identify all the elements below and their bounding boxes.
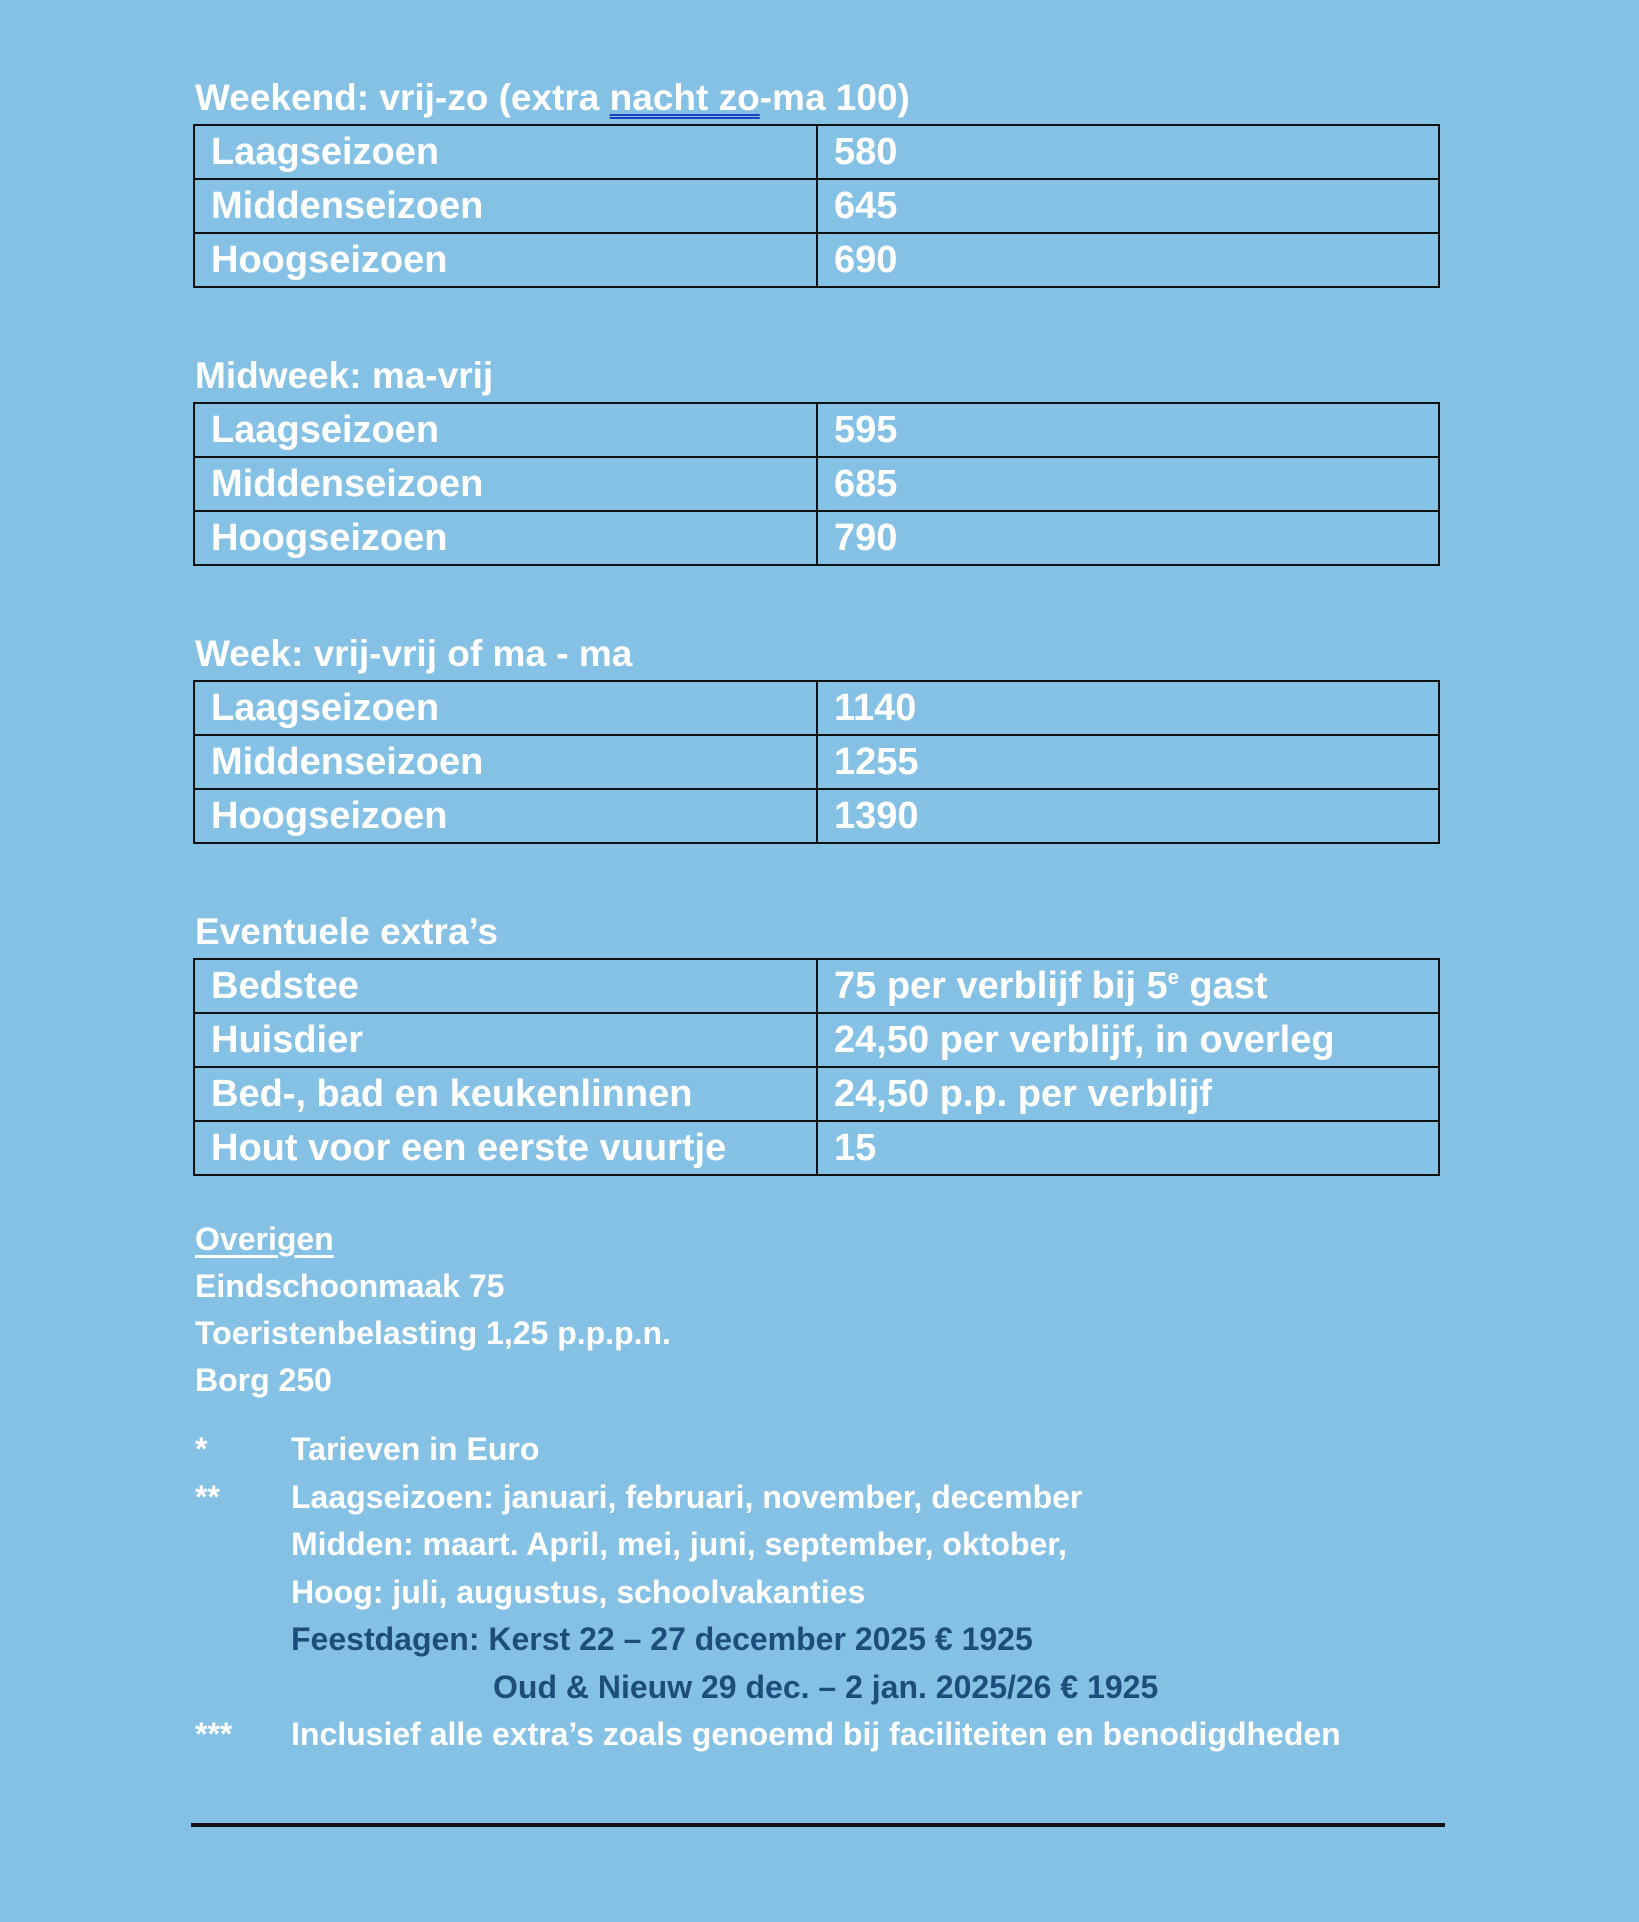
extras-title: Eventuele extra’s	[195, 911, 499, 952]
weekend-title-suffix: -ma 100)	[759, 77, 910, 118]
table-row	[194, 125, 1439, 179]
season-label: Middenseizoen	[194, 457, 817, 511]
season-price: 1140	[817, 681, 1439, 735]
extra-label: Bedstee	[194, 959, 817, 1013]
extra-price-suffix: gast	[1178, 965, 1268, 1007]
season-label: Middenseizoen	[194, 735, 817, 789]
ordinal-superscript: e	[1167, 967, 1179, 989]
season-price: 1255	[817, 735, 1439, 789]
footnote-holiday	[195, 1664, 1440, 1712]
season-label: Laagseizoen	[194, 681, 817, 735]
weekend-title-prefix: Weekend: vrij-zo (extra	[195, 77, 610, 118]
season-price: 580	[817, 125, 1439, 179]
footnote-text: Hoog: juli, augustus, schoolvakanties	[291, 1573, 866, 1610]
price-list-document	[195, 72, 1440, 1759]
other-cost-line: Eindschoonmaak 75	[195, 1268, 505, 1304]
table-row	[194, 735, 1439, 789]
table-row	[194, 403, 1439, 457]
other-costs-heading: Overigen	[195, 1221, 334, 1257]
week-table	[193, 680, 1440, 844]
season-label: Laagseizoen	[194, 403, 817, 457]
season-price: 645	[817, 179, 1439, 233]
footnote-mark: *	[195, 1431, 208, 1467]
extra-label: Hout voor een eerste vuurtje	[194, 1121, 817, 1175]
footnote	[195, 1569, 1440, 1617]
extra-label: Huisdier	[194, 1013, 817, 1067]
footnote-text: Oud & Nieuw 29 dec. – 2 jan. 2025/26 € 1925	[493, 1668, 1159, 1705]
footnote-mark: **	[195, 1478, 220, 1515]
weekend-table	[193, 124, 1440, 288]
season-price: 595	[817, 403, 1439, 457]
footnotes	[195, 1426, 1440, 1759]
bottom-divider	[191, 1823, 1445, 1827]
table-row	[194, 179, 1439, 233]
footnote-holiday	[195, 1616, 1440, 1664]
season-price: 790	[817, 511, 1439, 565]
weekend-title-underlined: nacht zo	[609, 77, 760, 118]
table-row	[194, 1067, 1439, 1121]
week-title: Week: vrij-vrij of ma - ma	[195, 633, 633, 674]
table-row	[194, 681, 1439, 735]
extras-table	[193, 958, 1440, 1176]
footnote-text: Laagseizoen: januari, februari, november, december	[291, 1478, 1083, 1515]
other-cost-line: Toeristenbelasting 1,25 p.p.p.n.	[195, 1315, 671, 1351]
table-row	[194, 457, 1439, 511]
season-label: Laagseizoen	[194, 125, 817, 179]
extra-price: 24,50 p.p. per verblijf	[817, 1067, 1439, 1121]
footnote-text: Midden: maart. April, mei, juni, september, oktober,	[291, 1526, 1067, 1562]
footnote-text: Tarieven in Euro	[291, 1431, 540, 1467]
season-price: 685	[817, 457, 1439, 511]
footnote-mark	[195, 1521, 291, 1569]
extra-price-prefix: 75 per verblijf bij 5	[834, 965, 1168, 1007]
season-label: Hoogseizoen	[194, 233, 817, 287]
season-label: Hoogseizoen	[194, 511, 817, 565]
footnote	[195, 1426, 1440, 1474]
footnote-mark: ***	[195, 1716, 233, 1752]
table-row	[194, 511, 1439, 565]
footnote-mark	[195, 1616, 291, 1664]
season-price: 1390	[817, 789, 1439, 843]
other-costs	[195, 1216, 1440, 1404]
table-row	[194, 233, 1439, 287]
extra-price: 24,50 per verblijf, in overleg	[817, 1013, 1439, 1067]
footnote-text: Inclusief alle extra’s zoals genoemd bij faciliteiten en benodigdheden	[291, 1716, 1341, 1752]
footnote	[195, 1711, 1440, 1759]
table-row	[194, 959, 1439, 1013]
season-label: Middenseizoen	[194, 179, 817, 233]
footnote-mark	[195, 1664, 291, 1712]
other-cost-line: Borg 250	[195, 1362, 332, 1398]
footnote-text: Feestdagen: Kerst 22 – 27 december 2025 € 1925	[291, 1621, 1033, 1657]
extra-label: Bed-, bad en keukenlinnen	[194, 1067, 817, 1121]
footnote	[195, 1474, 1440, 1522]
season-price: 690	[817, 233, 1439, 287]
midweek-table	[193, 402, 1440, 566]
table-row	[194, 1013, 1439, 1067]
table-row	[194, 1121, 1439, 1175]
extra-price	[817, 959, 1439, 1013]
footnote	[195, 1521, 1440, 1569]
footnote-mark	[195, 1569, 291, 1617]
table-row	[194, 789, 1439, 843]
extra-price: 15	[817, 1121, 1439, 1175]
season-label: Hoogseizoen	[194, 789, 817, 843]
midweek-title: Midweek: ma-vrij	[195, 355, 494, 396]
weekend-title	[195, 72, 1440, 124]
